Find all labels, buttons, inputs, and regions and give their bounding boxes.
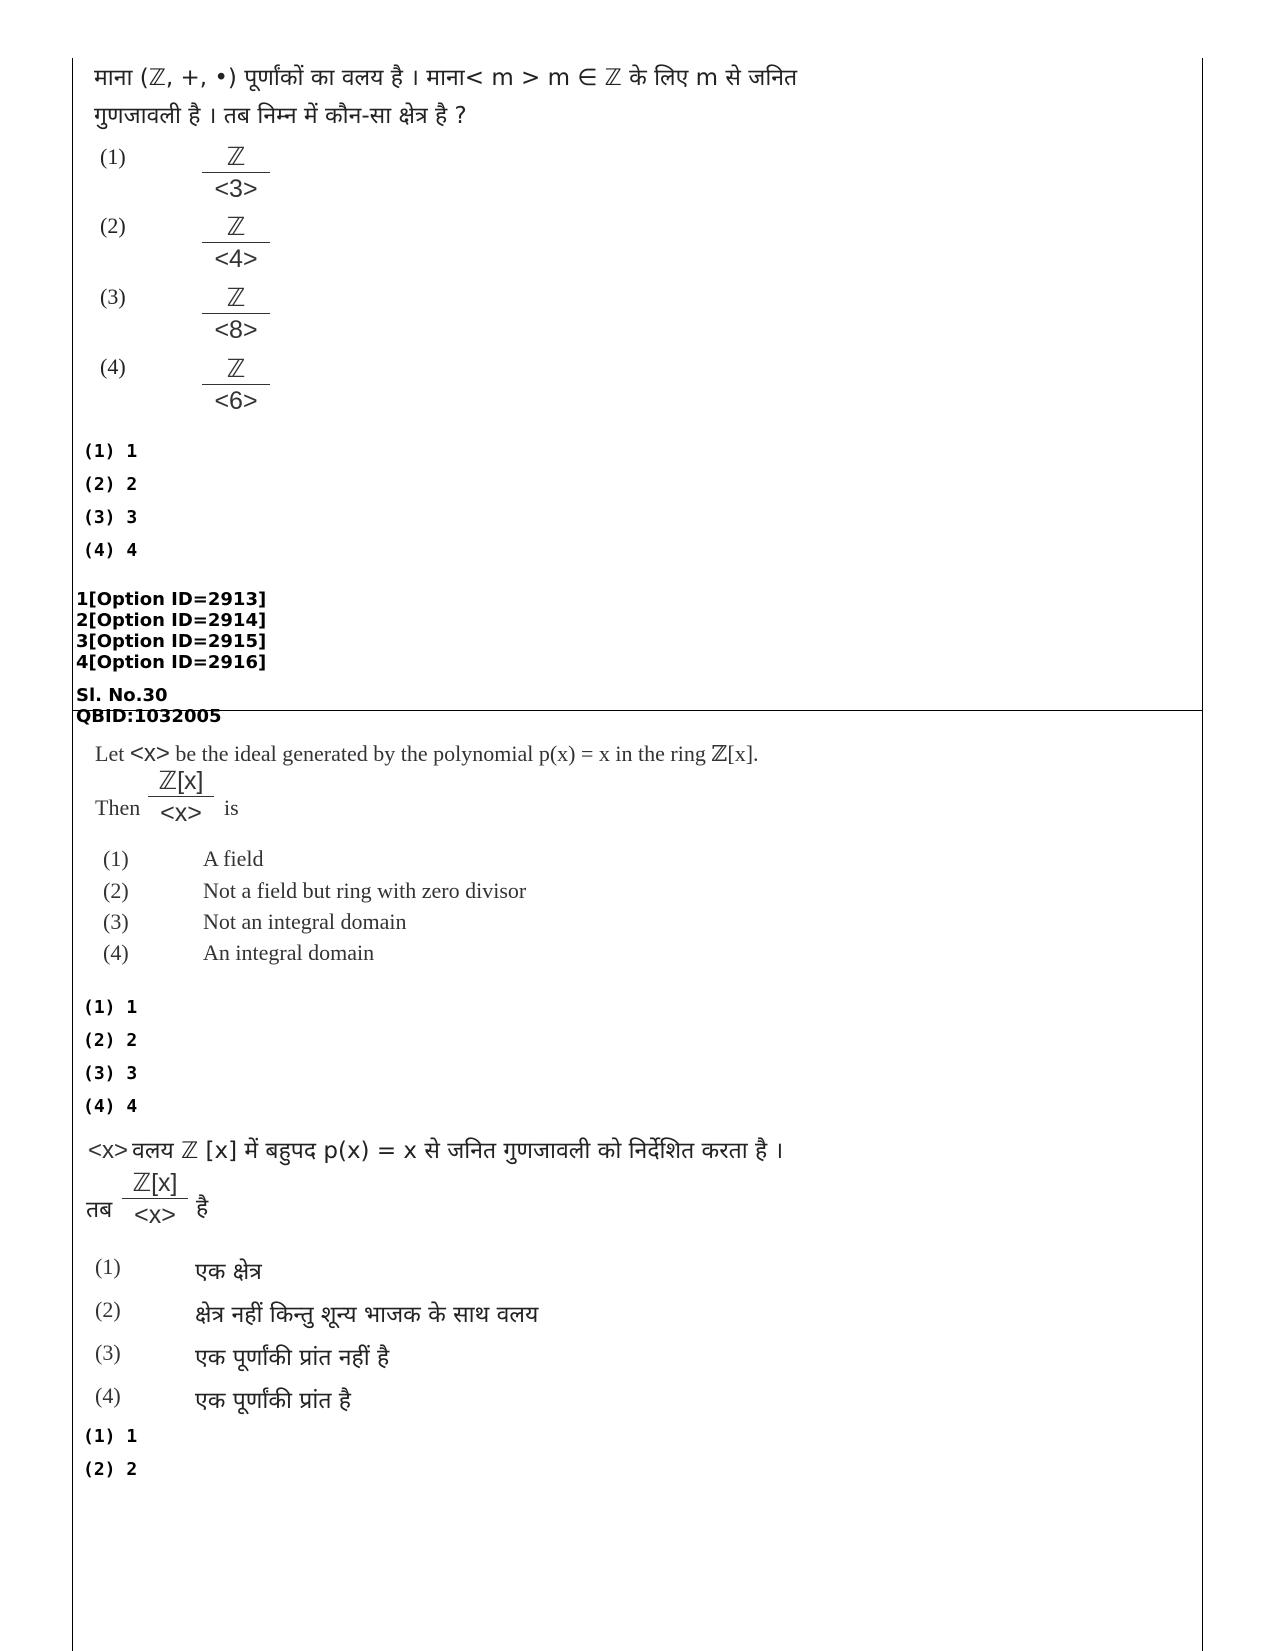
q29-hindi-line-1: माना (ℤ, +, •) पूर्णांकों का वलय है । माना< m > m ∈ ℤ के लिए m से जनित: [94, 65, 798, 91]
q30-hindi-fraction: [122, 1168, 188, 1231]
q30-english-fraction: [148, 766, 214, 829]
q30-hindi-option-text-1: एक क्षेत्र: [195, 1259, 262, 1285]
q30-eng-option-label-1: (1): [103, 846, 129, 871]
fraction-denominator: <x>: [160, 799, 202, 827]
q30-answer-3: (3) 3: [83, 1063, 138, 1084]
q30-eng-option-label-2: (2): [103, 878, 129, 903]
fraction-denominator: <8>: [214, 316, 258, 344]
fraction-denominator: <x>: [134, 1201, 176, 1229]
q29-hindi-line-2: गुणजावली है । तब निम्न में कौन-सा क्षेत्र है ?: [94, 103, 467, 129]
fraction-numerator: ℤ: [226, 213, 246, 241]
q29-option-fraction-3: [202, 283, 270, 346]
q30-hindi-tab-word: तब: [86, 1197, 113, 1223]
q29-option-fraction-2: [202, 212, 270, 275]
q30-answer-2: (2) 2: [83, 1030, 138, 1051]
fraction-numerator: ℤ: [226, 284, 246, 312]
q30-hindi-option-text-3: एक पूर्णांकी प्रांत नहीं है: [195, 1345, 390, 1371]
q30-answer-1: (1) 1: [83, 997, 138, 1018]
q30-hindi-option-text-4: एक पूर्णांकी प्रांत है: [195, 1388, 351, 1414]
q30-ideal-text: be the ideal generated by the polynomial p(x) = x in the ring ℤ[x].: [175, 741, 759, 766]
q30-eng-option-label-3: (3): [103, 909, 129, 934]
q30-eng-option-text-1: A field: [203, 846, 264, 871]
q30-is-word: is: [224, 795, 239, 820]
q29-option-fraction-1: [202, 142, 270, 205]
fraction-denominator: <6>: [214, 387, 258, 415]
q29-option-id-4: 4[Option ID=2916]: [76, 652, 267, 673]
q30-hindi-ideal-symbol: <x>: [88, 1137, 129, 1164]
q29-option-label-1: (1): [100, 144, 126, 169]
q30-bottom-answer-2: (2) 2: [83, 1459, 138, 1480]
q30-hindi-option-label-1: (1): [95, 1254, 121, 1279]
q29-option-label-2: (2): [100, 213, 126, 238]
q30-then-word: Then: [95, 795, 141, 820]
q30-eng-option-text-3: Not an integral domain: [203, 909, 407, 934]
q30-hindi-line-1: [88, 1133, 783, 1165]
q30-hindi-option-label-2: (2): [95, 1297, 121, 1322]
fraction-numerator: ℤ[x]: [132, 1169, 178, 1197]
q29-option-id-3: 3[Option ID=2915]: [76, 631, 267, 652]
q29-option-label-3: (3): [100, 284, 126, 309]
q30-qbid: QBID:1032005: [76, 706, 222, 727]
question-separator: [72, 710, 1203, 711]
q30-bottom-answer-1: (1) 1: [83, 1426, 138, 1447]
q30-ideal-symbol: <x>: [129, 740, 170, 767]
q29-option-label-4: (4): [100, 354, 126, 379]
q30-serial-number: Sl. No.30: [76, 685, 168, 706]
q30-answer-4: (4) 4: [83, 1096, 138, 1117]
fraction-numerator: ℤ[x]: [158, 767, 204, 795]
q29-answer-4: (4) 4: [83, 540, 138, 561]
q30-let-word: Let: [95, 741, 125, 766]
q30-hindi-option-text-2: क्षेत्र नहीं किन्तु शून्य भाजक के साथ वलय: [195, 1302, 539, 1328]
q30-hindi-option-label-4: (4): [95, 1383, 121, 1408]
q30-hindi-option-label-3: (3): [95, 1340, 121, 1365]
q30-eng-option-text-4: An integral domain: [203, 940, 375, 965]
q30-eng-option-label-4: (4): [103, 940, 129, 965]
q29-option-fraction-4: [202, 354, 270, 417]
fraction-numerator: ℤ: [226, 355, 246, 383]
fraction-denominator: <4>: [214, 245, 258, 273]
q29-answer-3: (3) 3: [83, 507, 138, 528]
q29-option-id-1: 1[Option ID=2913]: [76, 589, 267, 610]
q29-answer-1: (1) 1: [83, 441, 138, 462]
q30-hindi-hai-word: है: [196, 1195, 209, 1221]
fraction-numerator: ℤ: [226, 143, 246, 171]
q30-hindi-ideal-text: वलय ℤ [x] में बहुपद p(x) = x से जनित गुणजावली को निर्देशित करता है ।: [132, 1138, 784, 1164]
q29-option-id-2: 2[Option ID=2914]: [76, 610, 267, 631]
q30-english-line-1: [95, 740, 759, 768]
q30-eng-option-text-2: Not a field but ring with zero divisor: [203, 878, 527, 903]
q29-answer-2: (2) 2: [83, 474, 138, 495]
fraction-denominator: <3>: [214, 175, 258, 203]
